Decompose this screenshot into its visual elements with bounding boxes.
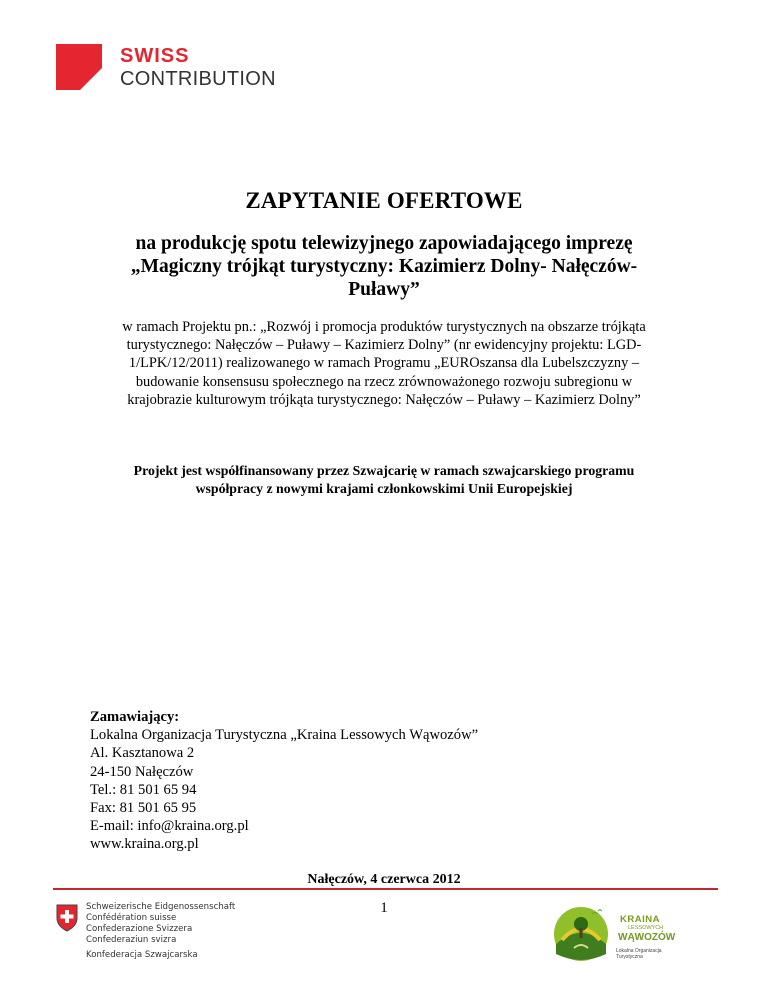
cofinancing-statement — [90, 462, 678, 498]
kraina-logo-line3: WĄWOZÓW — [618, 932, 676, 943]
kraina-lessowych-wawozow-logo — [548, 902, 678, 964]
swiss-contribution-mark-icon — [56, 44, 102, 90]
subtitle-line: na produkcję spotu telewizyjnego zapowiadającego imprezę — [135, 233, 633, 254]
contact-fax: Fax: 81 501 65 95 — [90, 800, 197, 817]
project-description-line: turystycznego: Nałęczów – Puławy – Kazimierz Dolny” (nr ewidencyjny projektu: LGD- — [126, 337, 642, 354]
kraina-logo-line2: LESSOWYCH — [628, 925, 664, 931]
footer-divider — [53, 888, 718, 890]
page-number: 1 — [380, 900, 388, 916]
contact-website: www.kraina.org.pl — [90, 836, 199, 853]
contact-city: 24-150 Nałęczów — [90, 763, 194, 780]
logo-line-swiss: SWISS — [120, 45, 190, 67]
logo-line-contribution: CONTRIBUTION — [120, 68, 276, 90]
project-description-line: krajobrazie kulturowym trójkąta turystycznego: Nałęczów – Puławy – Kazimierz Dolny” — [127, 391, 641, 408]
kraina-logo-line1: KRAINA — [620, 914, 660, 925]
contact-street: Al. Kasztanowa 2 — [90, 745, 195, 762]
project-description — [80, 318, 688, 409]
swiss-confederation-logo — [56, 902, 276, 972]
cofinancing-line: współpracy z nowymi krajami członkowskimi Unii Europejskiej — [195, 481, 573, 496]
document-title: ZAPYTANIE OFERTOWE — [245, 188, 523, 213]
project-description-line: budowanie konsensusu społecznego na rzecz zrównoważonego rozwoju subregionu w — [135, 373, 633, 390]
confederation-name-de: Schweizerische Eidgenossenschaft — [86, 902, 236, 912]
contact-email: E-mail: info@kraina.org.pl — [90, 818, 249, 835]
contracting-authority — [90, 708, 478, 854]
contact-organization: Lokalna Organizacja Turystyczna „Kraina Lessowych Wąwozów” — [90, 727, 479, 744]
confederation-name-fr: Confédération suisse — [86, 913, 177, 923]
swiss-contribution-logo — [56, 44, 276, 90]
confederation-name-rm: Confederaziun svizra — [86, 935, 177, 945]
subtitle-line: Puławy” — [348, 279, 420, 300]
kraina-landscape-icon — [548, 904, 614, 964]
project-description-line: 1/LPK/12/2011) realizowanego w ramach Programu „EUROszansa dla Lubelszczyzny – — [128, 355, 640, 372]
contact-phone: Tel.: 81 501 65 94 — [90, 781, 197, 798]
confederation-name-pl: Konfederacja Szwajcarska — [86, 950, 198, 960]
contact-heading: Zamawiający: — [90, 709, 180, 725]
document-subtitle — [100, 232, 668, 301]
subtitle-line: „Magiczny trójkąt turystyczny: Kazimierz Dolny- Nałęczów- — [130, 256, 638, 277]
confederation-name-it: Confederazione Svizzera — [86, 924, 193, 934]
place-date: Nałęczów, 4 czerwca 2012 — [307, 872, 461, 887]
swiss-coat-of-arms-icon — [56, 904, 78, 932]
confederation-names — [86, 902, 235, 946]
project-description-line: w ramach Projektu pn.: „Rozwój i promocja produktów turystycznych na obszarze trójkąta — [122, 319, 646, 335]
cofinancing-line: Projekt jest współfinansowany przez Szwajcarię w ramach szwajcarskiego programu — [133, 463, 635, 478]
kraina-logo-line4: Lokalna Organizacja Turystyczna — [616, 948, 662, 960]
